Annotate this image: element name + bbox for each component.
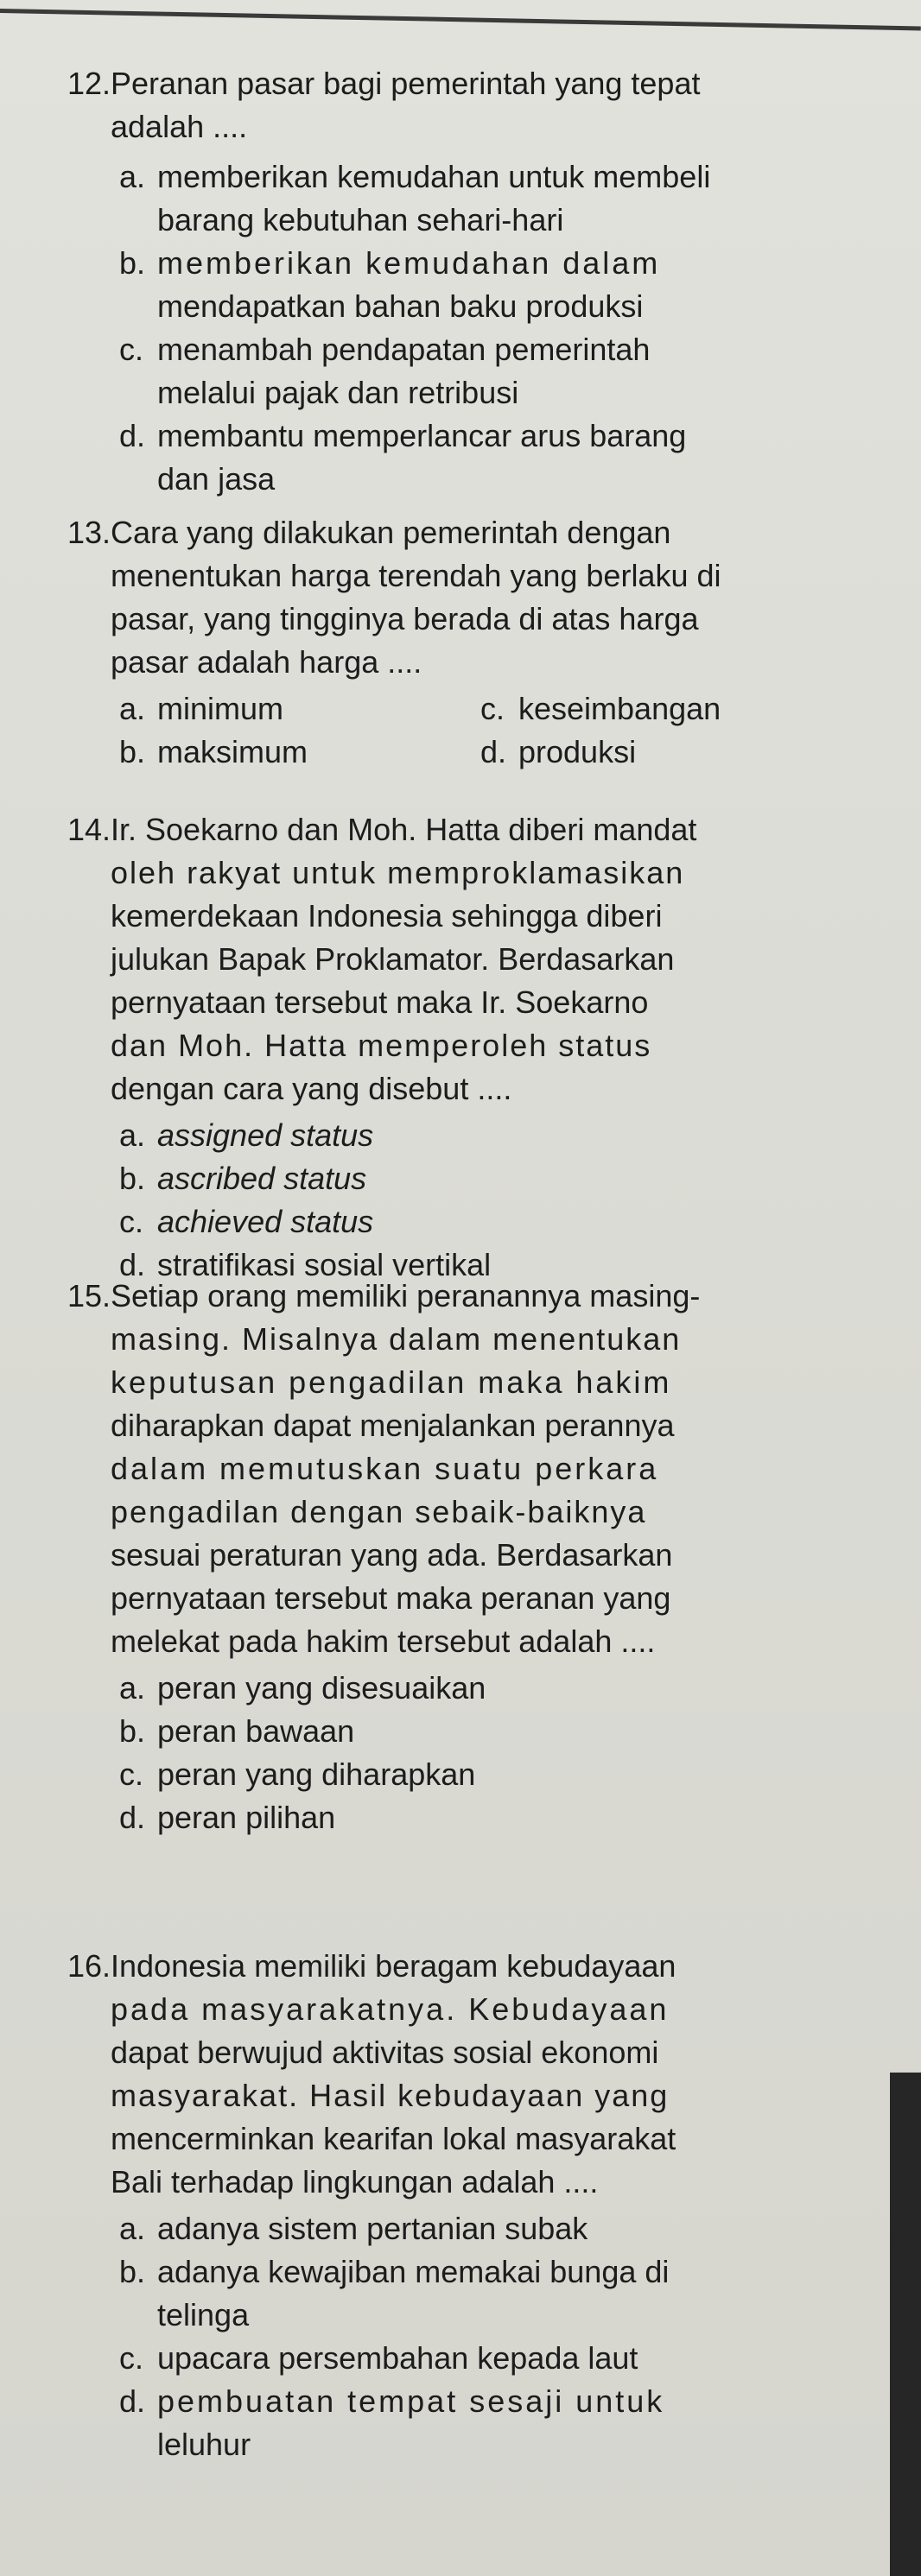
options bbox=[119, 1114, 921, 1287]
question-line: Bali terhadap lingkungan adalah .... bbox=[111, 2164, 599, 2199]
question-text bbox=[111, 62, 886, 149]
option-c[interactable] bbox=[480, 687, 809, 731]
option-c[interactable] bbox=[119, 1200, 921, 1244]
question-text bbox=[111, 808, 886, 1111]
question-line: oleh rakyat untuk memproklamasikan bbox=[111, 855, 685, 890]
option-b[interactable] bbox=[119, 731, 480, 774]
option-d[interactable] bbox=[119, 415, 921, 501]
question-line: julukan Bapak Proklamator. Berdasarkan bbox=[111, 941, 675, 977]
option-text: peran bawaan bbox=[157, 1713, 355, 1749]
option-d[interactable] bbox=[119, 1796, 921, 1839]
question-16 bbox=[0, 1945, 921, 2466]
option-text: melalui pajak dan retribusi bbox=[157, 375, 519, 410]
question-line: pernyataan tersebut maka peranan yang bbox=[111, 1580, 671, 1616]
option-label: a. bbox=[119, 159, 146, 194]
option-label: c. bbox=[119, 2340, 144, 2376]
option-label: b. bbox=[119, 1161, 146, 1196]
option-label: a. bbox=[119, 691, 146, 726]
options bbox=[119, 1667, 921, 1839]
option-c[interactable] bbox=[119, 1753, 921, 1796]
option-text: keseimbangan bbox=[518, 691, 721, 726]
option-a[interactable] bbox=[119, 155, 921, 242]
question-line: Peranan pasar bagi pemerintah yang tepat bbox=[111, 66, 701, 101]
option-label: b. bbox=[119, 245, 146, 281]
option-d[interactable] bbox=[480, 731, 809, 774]
option-c[interactable] bbox=[119, 328, 921, 415]
top-border-line bbox=[0, 9, 921, 30]
option-a[interactable] bbox=[119, 2207, 921, 2250]
option-label: b. bbox=[119, 1713, 146, 1749]
option-label: d. bbox=[119, 1800, 146, 1835]
option-b[interactable] bbox=[119, 2250, 921, 2337]
option-text: peran yang disesuaikan bbox=[157, 1670, 486, 1706]
question-line: Cara yang dilakukan pemerintah dengan bbox=[111, 515, 671, 550]
question-line: mencerminkan kearifan lokal masyarakat bbox=[111, 2121, 676, 2156]
question-text bbox=[111, 1275, 886, 1663]
option-b[interactable] bbox=[119, 242, 921, 328]
question-line: pengadilan dengan sebaik-baiknya bbox=[111, 1494, 647, 1529]
option-c[interactable] bbox=[119, 2337, 921, 2380]
option-label: d. bbox=[119, 418, 146, 453]
question-line: sesuai peraturan yang ada. Berdasarkan bbox=[111, 1537, 673, 1573]
question-line: kemerdekaan Indonesia sehingga diberi bbox=[111, 898, 663, 934]
option-text: memberikan kemudahan dalam bbox=[157, 245, 661, 281]
option-a[interactable] bbox=[119, 687, 480, 731]
option-text: upacara persembahan kepada laut bbox=[157, 2340, 638, 2376]
question-line: keputusan pengadilan maka hakim bbox=[111, 1364, 672, 1400]
question-number: 16. bbox=[67, 1948, 111, 1984]
question-line: dalam memutuskan suatu perkara bbox=[111, 1451, 659, 1486]
option-text: mendapatkan bahan baku produksi bbox=[157, 288, 644, 324]
question-13 bbox=[0, 511, 921, 774]
option-label: c. bbox=[119, 1204, 144, 1239]
option-text: menambah pendapatan pemerintah bbox=[157, 332, 651, 367]
option-text: maksimum bbox=[157, 734, 308, 769]
option-text: adanya sistem pertanian subak bbox=[157, 2211, 588, 2246]
option-text: telinga bbox=[157, 2297, 250, 2332]
option-text: pembuatan tempat sesaji untuk bbox=[157, 2383, 665, 2419]
question-number: 14. bbox=[67, 812, 111, 847]
question-line: pada masyarakatnya. Kebudayaan bbox=[111, 1991, 670, 2027]
option-text: membantu memperlancar arus barang bbox=[157, 418, 687, 453]
option-label: a. bbox=[119, 2211, 146, 2246]
question-line: Ir. Soekarno dan Moh. Hatta diberi mandat bbox=[111, 812, 697, 847]
question-line: masing. Misalnya dalam menentukan bbox=[111, 1321, 682, 1357]
option-label: b. bbox=[119, 734, 146, 769]
option-label: d. bbox=[480, 734, 507, 769]
option-label: c. bbox=[480, 691, 505, 726]
question-line: masyarakat. Hasil kebudayaan yang bbox=[111, 2078, 670, 2113]
option-text: barang kebutuhan sehari-hari bbox=[157, 202, 564, 237]
option-text: adanya kewajiban memakai bunga di bbox=[157, 2254, 670, 2289]
question-line: melekat pada hakim tersebut adalah .... bbox=[111, 1623, 656, 1659]
question-line: pasar, yang tingginya berada di atas harga bbox=[111, 601, 699, 636]
option-text: ascribed status bbox=[157, 1161, 367, 1196]
options bbox=[119, 687, 921, 774]
question-text bbox=[111, 511, 886, 684]
question-line: dengan cara yang disebut .... bbox=[111, 1071, 512, 1106]
option-d[interactable] bbox=[119, 2380, 921, 2466]
option-label: c. bbox=[119, 1756, 144, 1792]
option-text: peran pilihan bbox=[157, 1800, 336, 1835]
option-text: minimum bbox=[157, 691, 284, 726]
option-label: a. bbox=[119, 1117, 146, 1153]
option-text: peran yang diharapkan bbox=[157, 1756, 476, 1792]
question-line: menentukan harga terendah yang berlaku di bbox=[111, 558, 721, 593]
question-line: diharapkan dapat menjalankan perannya bbox=[111, 1408, 675, 1443]
question-number: 15. bbox=[67, 1278, 111, 1313]
option-label: b. bbox=[119, 2254, 146, 2289]
options bbox=[119, 155, 921, 501]
option-label: d. bbox=[119, 2383, 146, 2419]
option-b[interactable] bbox=[119, 1157, 921, 1200]
option-text: assigned status bbox=[157, 1117, 374, 1153]
option-text: memberikan kemudahan untuk membeli bbox=[157, 159, 711, 194]
question-12 bbox=[0, 62, 921, 501]
question-number: 12. bbox=[67, 66, 111, 101]
question-14 bbox=[0, 808, 921, 1287]
option-label: a. bbox=[119, 1670, 146, 1706]
option-a[interactable] bbox=[119, 1114, 921, 1157]
options bbox=[119, 2207, 921, 2466]
option-text: leluhur bbox=[157, 2427, 251, 2462]
question-number: 13. bbox=[67, 515, 111, 550]
question-line: pernyataan tersebut maka Ir. Soekarno bbox=[111, 984, 649, 1020]
question-text bbox=[111, 1945, 886, 2204]
option-text: dan jasa bbox=[157, 461, 276, 497]
question-line: Setiap orang memiliki peranannya masing- bbox=[111, 1278, 701, 1313]
option-b[interactable] bbox=[119, 1710, 921, 1753]
option-a[interactable] bbox=[119, 1667, 921, 1710]
option-text: achieved status bbox=[157, 1204, 374, 1239]
question-line: dapat berwujud aktivitas sosial ekonomi bbox=[111, 2035, 659, 2070]
question-line: adalah .... bbox=[111, 109, 248, 144]
option-text: stratifikasi sosial vertikal bbox=[157, 1247, 492, 1282]
option-label: c. bbox=[119, 332, 144, 367]
option-text: produksi bbox=[518, 734, 637, 769]
question-line: dan Moh. Hatta memperoleh status bbox=[111, 1028, 652, 1063]
option-label: d. bbox=[119, 1247, 146, 1282]
question-line: pasar adalah harga .... bbox=[111, 644, 422, 680]
question-15 bbox=[0, 1275, 921, 1839]
question-line: Indonesia memiliki beragam kebudayaan bbox=[111, 1948, 676, 1984]
